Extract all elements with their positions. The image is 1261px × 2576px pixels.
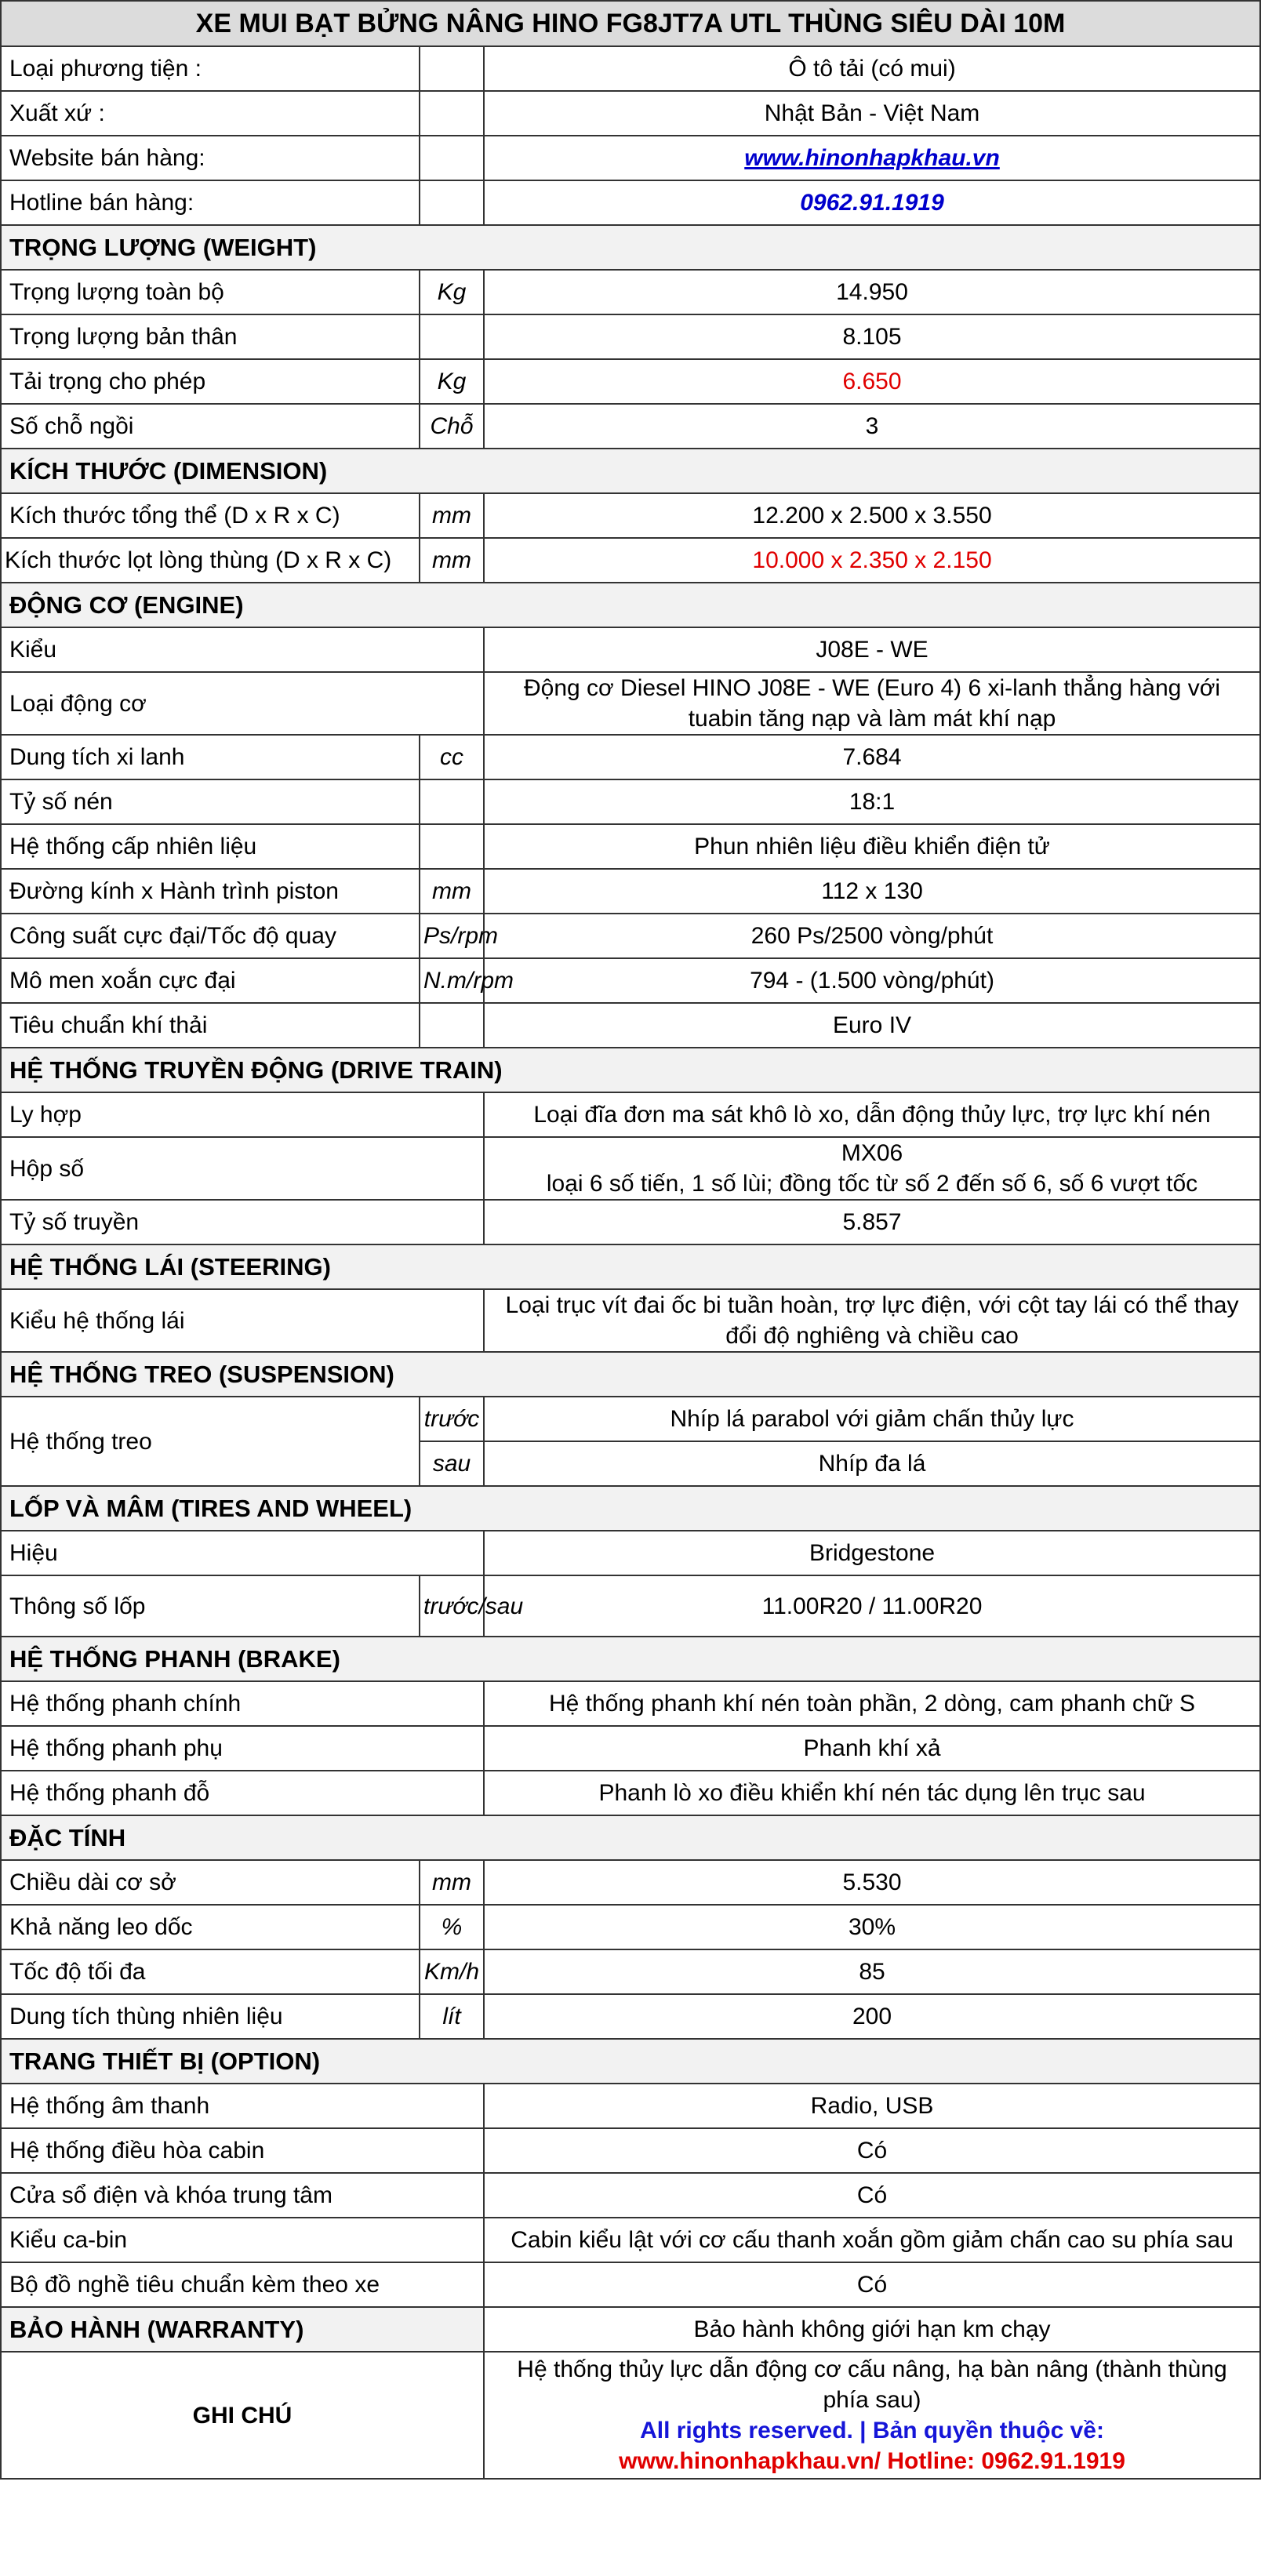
hotline-cell	[484, 180, 1260, 225]
row-value: Phanh lò xo điều khiển khí nén tác dụng lên trục sau	[484, 1771, 1260, 1815]
tires-heading: LỐP VÀ MÂM (TIRES AND WHEEL)	[1, 1486, 1260, 1531]
section-header	[1, 1244, 1260, 1289]
section-header	[1, 1352, 1260, 1397]
row-value: 12.200 x 2.500 x 3.550	[484, 493, 1260, 538]
row-unit: Chỗ	[420, 404, 484, 449]
row-label: Thông số lốp	[1, 1575, 420, 1637]
dimension-heading: KÍCH THƯỚC (DIMENSION)	[1, 449, 1260, 493]
table-row	[1, 1681, 1260, 1726]
note-text: Hệ thống thủy lực dẫn động cơ cấu nâng, hạ bàn nâng (thành thùng phía sau)	[517, 2356, 1227, 2413]
website-cell	[484, 136, 1260, 180]
row-label: Mô men xoắn cực đại	[1, 958, 420, 1003]
table-row	[1, 1575, 1260, 1637]
payload-value: 6.650	[484, 359, 1260, 404]
copyright-text: All rights reserved. | Bản quyền thuộc về:	[640, 2418, 1104, 2443]
row-label: Hệ thống cấp nhiên liệu	[1, 824, 420, 869]
row-unit	[420, 779, 484, 824]
row-label: Kích thước lọt lòng thùng (D x R x C)	[1, 538, 420, 583]
row-value: 3	[484, 404, 1260, 449]
table-row	[1, 1092, 1260, 1137]
row-value: 11.00R20 / 11.00R20	[484, 1575, 1260, 1637]
origin-label: Xuất xứ :	[1, 91, 420, 136]
features-heading: ĐẶC TÍNH	[1, 1815, 1260, 1860]
row-label: Hệ thống âm thanh	[1, 2084, 484, 2128]
contact-text[interactable]: www.hinonhapkhau.vn/ Hotline: 0962.91.1919	[619, 2448, 1125, 2474]
table-row	[1, 2218, 1260, 2262]
row-unit: %	[420, 1905, 484, 1949]
table-row	[1, 1200, 1260, 1244]
row-value: Có	[484, 2262, 1260, 2307]
row-value: 794 - (1.500 vòng/phút)	[484, 958, 1260, 1003]
table-row	[1, 314, 1260, 359]
unit-cell	[420, 46, 484, 91]
row-unit: Kg	[420, 359, 484, 404]
table-row	[1, 2262, 1260, 2307]
row-unit: Kg	[420, 270, 484, 314]
table-row	[1, 2173, 1260, 2218]
row-label: Số chỗ ngồi	[1, 404, 420, 449]
row-unit: Ps/rpm	[420, 914, 484, 958]
table-row	[1, 1905, 1260, 1949]
row-value: 8.105	[484, 314, 1260, 359]
table-row	[1, 538, 1260, 583]
row-unit: sau	[420, 1441, 484, 1486]
row-unit	[420, 1003, 484, 1048]
row-value: 7.684	[484, 735, 1260, 779]
weight-heading: TRỌNG LƯỢNG (WEIGHT)	[1, 225, 1260, 270]
row-label: Tỷ số nén	[1, 779, 420, 824]
row-value: 200	[484, 1994, 1260, 2039]
row-label: Đường kính x Hành trình piston	[1, 869, 420, 914]
suspension-heading: HỆ THỐNG TREO (SUSPENSION)	[1, 1352, 1260, 1397]
row-label: Trọng lượng toàn bộ	[1, 270, 420, 314]
row-value: 260 Ps/2500 vòng/phút	[484, 914, 1260, 958]
row-label: Ly hợp	[1, 1092, 484, 1137]
table-row	[1, 1994, 1260, 2039]
row-value: Có	[484, 2128, 1260, 2173]
note-cell	[484, 2352, 1260, 2479]
table-row	[1, 359, 1260, 404]
row-value: Cabin kiểu lật với cơ cấu thanh xoắn gồm giảm chấn cao su phía sau	[484, 2218, 1260, 2262]
table-row	[1, 627, 1260, 672]
table-row	[1, 493, 1260, 538]
row-label: Hệ thống treo	[1, 1397, 420, 1486]
row-label: Kích thước tổng thể (D x R x C)	[1, 493, 420, 538]
table-row	[1, 1289, 1260, 1352]
row-value: 5.530	[484, 1860, 1260, 1905]
title-row	[1, 1, 1260, 46]
row-label: Bộ đồ nghề tiêu chuẩn kèm theo xe	[1, 2262, 484, 2307]
table-row	[1, 1137, 1260, 1200]
row-label: Trọng lượng bản thân	[1, 314, 420, 359]
row-unit: lít	[420, 1994, 484, 2039]
gearbox-detail: loại 6 số tiến, 1 số lùi; đồng tốc từ số 2 đến số 6, số 6 vượt tốc	[546, 1171, 1198, 1197]
table-row	[1, 180, 1260, 225]
warranty-value: Bảo hành không giới hạn km chạy	[484, 2307, 1260, 2352]
row-label: Hộp số	[1, 1137, 484, 1200]
warranty-heading: BẢO HÀNH (WARRANTY)	[1, 2307, 484, 2352]
table-row	[1, 270, 1260, 314]
row-unit: trước	[420, 1397, 484, 1441]
row-label: Công suất cực đại/Tốc độ quay	[1, 914, 420, 958]
table-row	[1, 136, 1260, 180]
row-unit: mm	[420, 1860, 484, 1905]
row-unit: N.m/rpm	[420, 958, 484, 1003]
row-label: Chiều dài cơ sở	[1, 1860, 420, 1905]
row-value: 112 x 130	[484, 869, 1260, 914]
row-label: Khả năng leo dốc	[1, 1905, 420, 1949]
steering-heading: HỆ THỐNG LÁI (STEERING)	[1, 1244, 1260, 1289]
vehicle-type-value: Ô tô tải (có mui)	[484, 46, 1260, 91]
cargo-dimension-value: 10.000 x 2.350 x 2.150	[484, 538, 1260, 583]
page-title: XE MUI BẠT BỬNG NÂNG HINO FG8JT7A UTL THÙNG SIÊU DÀI 10M	[1, 1, 1260, 46]
gearbox-value	[484, 1137, 1260, 1200]
row-unit: mm	[420, 538, 484, 583]
row-unit: mm	[420, 869, 484, 914]
row-label: Kiểu	[1, 627, 484, 672]
section-header	[1, 1637, 1260, 1681]
options-heading: TRANG THIẾT BỊ (OPTION)	[1, 2039, 1260, 2084]
row-value: Loại đĩa đơn ma sát khô lò xo, dẫn động thủy lực, trợ lực khí nén	[484, 1092, 1260, 1137]
section-header	[1, 225, 1260, 270]
gearbox-model: MX06	[841, 1140, 903, 1166]
row-value: Euro IV	[484, 1003, 1260, 1048]
row-value: 5.857	[484, 1200, 1260, 1244]
table-row	[1, 1860, 1260, 1905]
brake-heading: HỆ THỐNG PHANH (BRAKE)	[1, 1637, 1260, 1681]
row-unit: mm	[420, 493, 484, 538]
row-value: 85	[484, 1949, 1260, 1994]
row-value: Loại trục vít đai ốc bi tuần hoàn, trợ lực điện, với cột tay lái có thể thay đổi độ nghiêng và chiều cao	[484, 1289, 1260, 1352]
table-row	[1, 958, 1260, 1003]
table-row	[1, 1531, 1260, 1575]
table-row	[1, 1397, 1260, 1441]
row-unit: trước/sau	[420, 1575, 484, 1637]
row-value: Động cơ Diesel HINO J08E - WE (Euro 4) 6 xi-lanh thẳng hàng với tuabin tăng nạp và làm mát khí nạp	[484, 672, 1260, 735]
section-header	[1, 1048, 1260, 1092]
row-label: Tải trọng cho phép	[1, 359, 420, 404]
table-row	[1, 404, 1260, 449]
origin-value: Nhật Bản - Việt Nam	[484, 91, 1260, 136]
row-unit	[420, 314, 484, 359]
row-value: J08E - WE	[484, 627, 1260, 672]
table-row	[1, 1771, 1260, 1815]
table-row	[1, 2084, 1260, 2128]
section-header	[1, 583, 1260, 627]
table-row	[1, 672, 1260, 735]
hotline-label: Hotline bán hàng:	[1, 180, 420, 225]
row-unit: Km/h	[420, 1949, 484, 1994]
row-value: Radio, USB	[484, 2084, 1260, 2128]
row-label: Hệ thống phanh chính	[1, 1681, 484, 1726]
row-label: Kiểu hệ thống lái	[1, 1289, 484, 1352]
row-value: 30%	[484, 1905, 1260, 1949]
row-label: Tốc độ tối đa	[1, 1949, 420, 1994]
row-label: Tỷ số truyền	[1, 1200, 484, 1244]
row-value: 14.950	[484, 270, 1260, 314]
row-label: Hệ thống điều hòa cabin	[1, 2128, 484, 2173]
section-header	[1, 2039, 1260, 2084]
row-value: Nhíp lá parabol với giảm chấn thủy lực	[484, 1397, 1260, 1441]
row-value: 18:1	[484, 779, 1260, 824]
row-value: Phun nhiên liệu điều khiển điện tử	[484, 824, 1260, 869]
table-row	[1, 869, 1260, 914]
row-label: Kiểu ca-bin	[1, 2218, 484, 2262]
row-label: Hệ thống phanh phụ	[1, 1726, 484, 1771]
table-row	[1, 824, 1260, 869]
row-label: Tiêu chuẩn khí thải	[1, 1003, 420, 1048]
drivetrain-heading: HỆ THỐNG TRUYỀN ĐỘNG (DRIVE TRAIN)	[1, 1048, 1260, 1092]
row-label: Hệ thống phanh đỗ	[1, 1771, 484, 1815]
website-link[interactable]: www.hinonhapkhau.vn	[744, 145, 1000, 171]
table-row	[1, 735, 1260, 779]
note-row	[1, 2352, 1260, 2479]
table-row	[1, 1726, 1260, 1771]
table-row	[1, 1003, 1260, 1048]
website-label: Website bán hàng:	[1, 136, 420, 180]
table-row	[1, 779, 1260, 824]
section-header	[1, 1815, 1260, 1860]
row-label: Dung tích xi lanh	[1, 735, 420, 779]
row-label: Cửa sổ điện và khóa trung tâm	[1, 2173, 484, 2218]
unit-cell	[420, 180, 484, 225]
row-label: Loại động cơ	[1, 672, 484, 735]
section-header	[1, 449, 1260, 493]
engine-heading: ĐỘNG CƠ (ENGINE)	[1, 583, 1260, 627]
row-label: Hiệu	[1, 1531, 484, 1575]
table-row	[1, 46, 1260, 91]
row-value: Nhíp đa lá	[484, 1441, 1260, 1486]
row-value: Bridgestone	[484, 1531, 1260, 1575]
unit-cell	[420, 91, 484, 136]
note-label: GHI CHÚ	[1, 2352, 484, 2479]
hotline-value[interactable]: 0962.91.1919	[800, 190, 944, 216]
section-header	[1, 1486, 1260, 1531]
row-unit: cc	[420, 735, 484, 779]
row-value: Phanh khí xả	[484, 1726, 1260, 1771]
table-row	[1, 914, 1260, 958]
row-unit	[420, 824, 484, 869]
table-row	[1, 2128, 1260, 2173]
table-row	[1, 91, 1260, 136]
row-value: Hệ thống phanh khí nén toàn phần, 2 dòng, cam phanh chữ S	[484, 1681, 1260, 1726]
warranty-row	[1, 2307, 1260, 2352]
vehicle-type-label: Loại phương tiện :	[1, 46, 420, 91]
table-row	[1, 1949, 1260, 1994]
unit-cell	[420, 136, 484, 180]
row-value: Có	[484, 2173, 1260, 2218]
row-label: Dung tích thùng nhiên liệu	[1, 1994, 420, 2039]
